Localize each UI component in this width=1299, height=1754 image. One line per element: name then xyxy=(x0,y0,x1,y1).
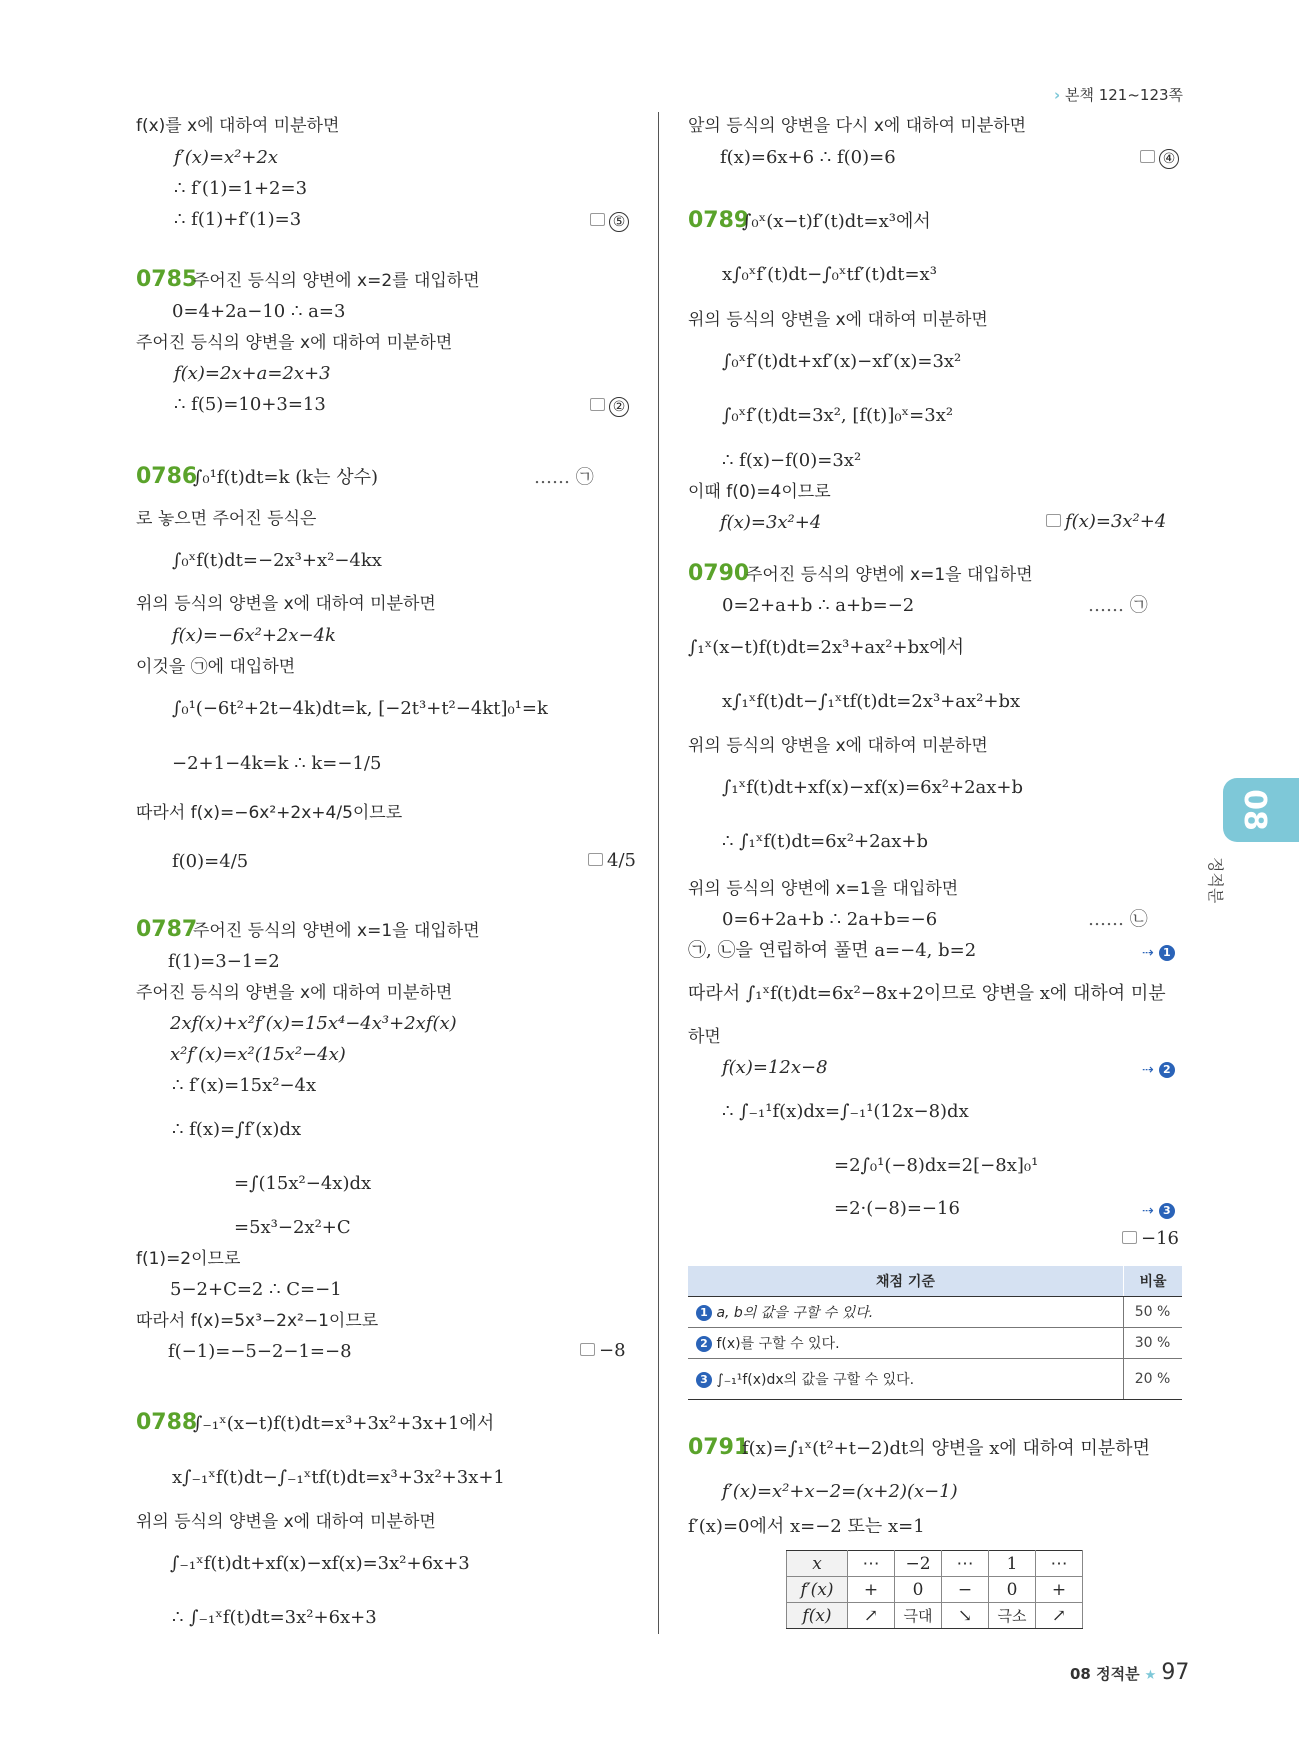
p0790-line-13: f(x)=12x−8 xyxy=(722,1057,828,1078)
book-reference xyxy=(1054,84,1183,105)
p0786-line-3: ∫₀ˣf(t)dt=−2x³+x²−4kx xyxy=(172,550,382,571)
page-footer xyxy=(1070,1660,1189,1685)
step-3-icon: 3 xyxy=(696,1372,712,1388)
p0790-line-12: 하면 xyxy=(688,1027,721,1047)
p0789-line-7: 이때 f(0)=4이므로 xyxy=(688,482,831,502)
ratio-header: 비율 xyxy=(1124,1266,1183,1297)
p0785-line-1: 주어진 등식의 양변에 x=2를 대입하면 xyxy=(193,271,480,291)
p0790-line-3: ∫₁ˣ(x−t)f(t)dt=2x³+ax²+bx에서 xyxy=(688,637,965,658)
left-line-3: ∴ f′(1)=1+2=3 xyxy=(174,178,308,199)
footer-chapter: 08 정적분 xyxy=(1070,1665,1140,1683)
step-2-marker: ⇢ 2 xyxy=(1142,1059,1175,1078)
p0789-line-6: ∴ f(x)−f(0)=3x² xyxy=(722,450,862,471)
p0788-line-3: 위의 등식의 양변을 x에 대하여 미분하면 xyxy=(136,1512,436,1532)
step-1-icon: 1 xyxy=(696,1305,712,1321)
p0790-line-5: 위의 등식의 양변을 x에 대하여 미분하면 xyxy=(688,736,988,756)
p0785-line-4: f(x)=2x+a=2x+3 xyxy=(174,363,331,384)
answer-icon xyxy=(588,853,603,866)
p0790-line-4: x∫₁ˣf(t)dt−∫₁ˣtf(t)dt=2x³+ax²+bx xyxy=(722,691,1021,712)
p0787-line-5: x²f′(x)=x²(15x²−4x) xyxy=(170,1044,346,1065)
chapter-tab-title: 정적분 xyxy=(1206,857,1225,904)
p0789-line-1: ∫₀ˣ(x−t)f′(t)dt=x³에서 xyxy=(742,211,931,232)
increase-decrease-table xyxy=(786,1550,1083,1629)
p0789-line-2: x∫₀ˣf′(t)dt−∫₀ˣtf′(t)dt=x³ xyxy=(722,264,937,285)
problem-number-0785: 0785 xyxy=(136,267,198,292)
p0786-line-8: −2+1−4k=k ∴ k=−1/5 xyxy=(172,753,382,774)
table-row: f(x) ↗ 극대 ↘ 극소 ↗ xyxy=(787,1603,1083,1629)
p0787-line-7: ∴ f(x)=∫f′(x)dx xyxy=(172,1119,302,1140)
step-2-icon: 2 xyxy=(1159,1062,1175,1078)
p0786-line-9: 따라서 f(x)=−6x²+2x+4/5이므로 xyxy=(136,803,403,823)
problem-number-0790: 0790 xyxy=(688,561,750,586)
table-row: 3 ∫₋₁¹f(x)dx의 값을 구할 수 있다. 20 % xyxy=(688,1359,1182,1400)
answer-icon xyxy=(1122,1231,1137,1244)
p0788-line-4: ∫₋₁ˣf(t)dt+xf(x)−xf(x)=3x²+6x+3 xyxy=(170,1553,470,1574)
p0790-line-7: ∴ ∫₁ˣf(t)dt=6x²+2ax+b xyxy=(722,831,929,852)
p0786-line-10: f(0)=4/5 xyxy=(172,851,249,872)
p0787-line-8: =∫(15x²−4x)dx xyxy=(234,1173,372,1194)
problem-number-0786: 0786 xyxy=(136,464,198,489)
column-divider xyxy=(658,112,659,1634)
p0786-line-2: 로 놓으면 주어진 등식은 xyxy=(136,509,317,529)
p0787-line-13: f(−1)=−5−2−1=−8 xyxy=(168,1341,352,1362)
answer-0790: −16 xyxy=(1122,1228,1179,1249)
p0790-line-1: 주어진 등식의 양변에 x=1을 대입하면 xyxy=(746,565,1033,585)
p0786-marker-1: …… ㉠ xyxy=(534,467,594,488)
table-row: f′(x) + 0 − 0 + xyxy=(787,1577,1083,1603)
p0787-line-3: 주어진 등식의 양변을 x에 대하여 미분하면 xyxy=(136,983,453,1003)
step-1-marker: ⇢ 1 xyxy=(1142,942,1175,961)
scoring-criteria-table xyxy=(688,1266,1182,1400)
answer-0788: ④ xyxy=(1140,147,1179,169)
p0790-line-14: ∴ ∫₋₁¹f(x)dx=∫₋₁¹(12x−8)dx xyxy=(722,1101,969,1122)
p0787-line-9: =5x³−2x²+C xyxy=(234,1217,351,1238)
answer-icon xyxy=(590,398,605,411)
problem-number-0789: 0789 xyxy=(688,208,750,233)
p0787-line-10: f(1)=2이므로 xyxy=(136,1249,241,1269)
step-1-icon: 1 xyxy=(1159,945,1175,961)
p0787-line-12: 따라서 f(x)=5x³−2x²−1이므로 xyxy=(136,1311,379,1331)
criteria-header-row xyxy=(688,1266,1182,1297)
p0788-line-5: ∴ ∫₋₁ˣf(t)dt=3x²+6x+3 xyxy=(172,1607,377,1628)
left-line-2: f′(x)=x²+2x xyxy=(174,147,279,168)
problem-number-0788: 0788 xyxy=(136,1410,198,1435)
page-number: 97 xyxy=(1161,1660,1190,1685)
answer-icon xyxy=(1046,514,1061,527)
marker-icon: › xyxy=(1054,86,1061,104)
p0790-line-8: 위의 등식의 양변에 x=1을 대입하면 xyxy=(688,879,959,899)
answer-icon xyxy=(1140,150,1155,163)
p0790-marker-1: …… ㉠ xyxy=(1088,595,1148,616)
step-2-icon: 2 xyxy=(696,1336,712,1352)
answer-icon xyxy=(580,1343,595,1356)
p0789-line-5: ∫₀ˣf′(t)dt=3x², [f(t)]₀ˣ=3x² xyxy=(722,405,954,426)
p0787-line-4: 2xf(x)+x²f′(x)=15x⁴−4x³+2xf(x) xyxy=(170,1013,457,1034)
answer-0786: 4/5 xyxy=(588,850,636,871)
p0786-line-6: 이것을 ㉠에 대입하면 xyxy=(136,657,296,677)
right-line-2: f(x)=6x+6 ∴ f(0)=6 xyxy=(720,147,896,168)
criteria-header: 채점 기준 xyxy=(688,1266,1124,1297)
p0790-line-10: ㉠, ㉡을 연립하여 풀면 a=−4, b=2 xyxy=(688,940,977,961)
chapter-tab-number: 08 xyxy=(1237,789,1272,831)
table-row: 2 f(x)를 구할 수 있다. 30 % xyxy=(688,1328,1182,1359)
p0789-line-3: 위의 등식의 양변을 x에 대하여 미분하면 xyxy=(688,310,988,330)
book-ref-text: 본책 121~123쪽 xyxy=(1064,86,1184,104)
p0790-line-9: 0=6+2a+b ∴ 2a+b=−6 xyxy=(722,909,938,930)
p0790-line-2: 0=2+a+b ∴ a+b=−2 xyxy=(722,595,915,616)
p0786-line-4: 위의 등식의 양변을 x에 대하여 미분하면 xyxy=(136,594,436,614)
p0785-line-3: 주어진 등식의 양변을 x에 대하여 미분하면 xyxy=(136,333,453,353)
p0791-line-1: f(x)=∫₁ˣ(t²+t−2)dt의 양변을 x에 대하여 미분하면 xyxy=(742,1438,1150,1459)
p0785-line-5: ∴ f(5)=10+3=13 xyxy=(174,394,326,415)
p0789-line-4: ∫₀ˣf′(t)dt+xf′(x)−xf′(x)=3x² xyxy=(722,351,962,372)
left-line-4: ∴ f(1)+f′(1)=3 xyxy=(174,209,302,230)
p0790-line-11: 따라서 ∫₁ˣf(t)dt=6x²−8x+2이므로 양변을 x에 대하여 미분 xyxy=(688,983,1166,1004)
p0789-line-8: f(x)=3x²+4 xyxy=(720,512,822,533)
answer-0785: ② xyxy=(590,395,629,417)
answer-0789: f(x)=3x²+4 xyxy=(1046,511,1166,532)
table-row: 1 a, b의 값을 구할 수 있다. 50 % xyxy=(688,1297,1182,1328)
p0787-line-11: 5−2+C=2 ∴ C=−1 xyxy=(170,1279,342,1300)
problem-number-0791: 0791 xyxy=(688,1435,750,1460)
p0787-line-2: f(1)=3−1=2 xyxy=(168,951,280,972)
p0788-line-2: x∫₋₁ˣf(t)dt−∫₋₁ˣtf(t)dt=x³+3x²+3x+1 xyxy=(172,1467,505,1488)
p0791-line-2: f′(x)=x²+x−2=(x+2)(x−1) xyxy=(722,1481,958,1502)
answer-0787: −8 xyxy=(580,1340,626,1361)
p0787-line-1: 주어진 등식의 양변에 x=1을 대입하면 xyxy=(193,921,480,941)
p0786-line-7: ∫₀¹(−6t²+2t−4k)dt=k, [−2t³+t²−4kt]₀¹=k xyxy=(172,698,548,719)
answer-0784: ⑤ xyxy=(590,210,629,232)
p0790-marker-2: …… ㉡ xyxy=(1088,909,1148,930)
p0791-line-3: f′(x)=0에서 x=−2 또는 x=1 xyxy=(688,1516,925,1537)
right-line-1: 앞의 등식의 양변을 다시 x에 대하여 미분하면 xyxy=(688,116,1027,136)
p0790-line-6: ∫₁ˣf(t)dt+xf(x)−xf(x)=6x²+2ax+b xyxy=(722,777,1024,798)
p0787-line-6: ∴ f′(x)=15x²−4x xyxy=(172,1075,317,1096)
p0790-line-16: =2·(−8)=−16 xyxy=(834,1198,960,1219)
p0790-line-15: =2∫₀¹(−8)dx=2[−8x]₀¹ xyxy=(834,1155,1039,1176)
step-3-marker: ⇢ 3 xyxy=(1142,1200,1175,1219)
footer-star-icon: ★ xyxy=(1144,1668,1157,1683)
answer-icon xyxy=(590,213,605,226)
p0786-line-1: ∫₀¹f(t)dt=k (k는 상수) xyxy=(193,467,379,488)
left-line-1: f(x)를 x에 대하여 미분하면 xyxy=(136,116,340,136)
p0785-line-2: 0=4+2a−10 ∴ a=3 xyxy=(172,301,346,322)
p0786-line-5: f(x)=−6x²+2x−4k xyxy=(172,625,336,646)
step-3-icon: 3 xyxy=(1159,1203,1175,1219)
problem-number-0787: 0787 xyxy=(136,917,198,942)
p0788-line-1: ∫₋₁ˣ(x−t)f(t)dt=x³+3x²+3x+1에서 xyxy=(193,1413,495,1434)
table-row: x ⋯ −2 ⋯ 1 ⋯ xyxy=(787,1551,1083,1577)
